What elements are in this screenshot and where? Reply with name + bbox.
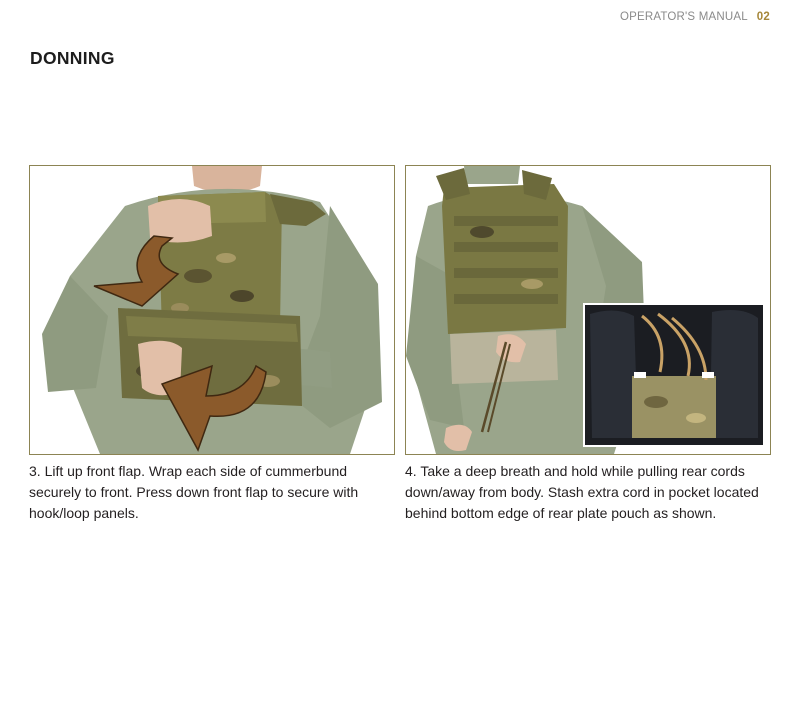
section-title: DONNING [30,48,115,68]
manual-title: OPERATOR'S MANUAL [619,11,748,23]
step-4-caption: 4. Take a deep breath and hold while pulling rear cords down/away from body. Stash extra cord in pocket located behind bottom edge of rear plate pouch as shown. [405,463,759,521]
page-number: 02 [756,11,770,23]
step-3-illustration [30,166,394,454]
step-3-caption: 3. Lift up front flap. Wrap each side of cummerbund securely to front. Press down front flap to secure with hook/loop panels. [29,463,359,521]
step-4-photo [405,165,771,455]
step-4-illustration [406,166,770,454]
step-3-photo [29,165,395,455]
running-header [620,11,770,23]
